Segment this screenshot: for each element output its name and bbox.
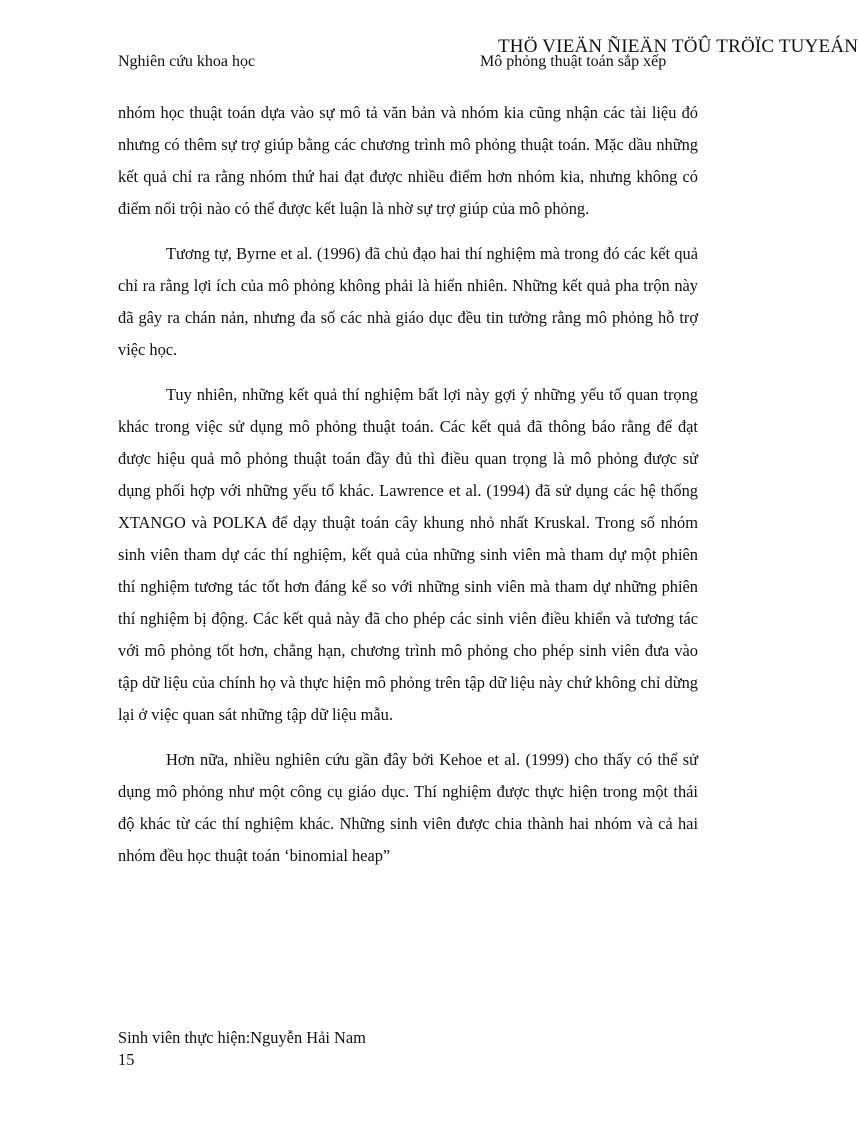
page-header: [118, 53, 698, 75]
paragraph-4: Hơn nữa, nhiều nghiên cứu gần đây bởi Kehoe et al. (1999) cho thấy có thể sử dụng mô phỏng như một công cụ giáo dục. Thí nghiệm được thực hiện trong một thái độ khác từ các thí nghiệm khác. Những sinh viên được chia thành hai nhóm và cả hai nhóm đều học thuật toán ‘binomial heap”: [118, 750, 698, 865]
body-text: [118, 97, 698, 885]
header-left-title: Nghiên cứu khoa học: [118, 53, 256, 70]
header-right-title: Mô phỏng thuật toán sắp xếp: [480, 53, 667, 70]
library-watermark: THÖ VIEÄN ÑIEÄN TÖÛ TRÖÏC TUYEÁN: [498, 36, 858, 57]
footer-author: Sinh viên thực hiện:Nguyễn Hải Nam: [118, 1028, 366, 1047]
paragraph-2: Tương tự, Byrne et al. (1996) đã chủ đạo hai thí nghiệm mà trong đó các kết quả chỉ ra rằng lợi ích của mô phỏng không phải là hiển nhiên. Những kết quả pha trộn này đã gây ra chán nản, nhưng đa số các nhà giáo dục đều tin tưởng rằng mô phỏng hỗ trợ việc học.: [118, 244, 698, 359]
page-footer: [118, 1027, 366, 1071]
page-number: 15: [118, 1050, 135, 1069]
paragraph-1: nhóm học thuật toán dựa vào sự mô tả văn bản và nhóm kia cũng nhận các tài liệu đó nhưng có thêm sự trợ giúp bằng các chương trình mô phỏng thuật toán. Mặc dầu những kết quả chỉ ra rằng nhóm thứ hai đạt được nhiều điểm hơn nhóm kia, nhưng không có điểm nổi trội nào có thể được kết luận là nhờ sự trợ giúp của mô phỏng.: [118, 103, 698, 218]
paragraph-3: Tuy nhiên, những kết quả thí nghiệm bất lợi này gợi ý những yếu tố quan trọng khác trong việc sử dụng mô phỏng thuật toán. Các kết quả đã thông báo rằng để đạt được hiệu quả mô phỏng thuật toán đầy đủ thì điều quan trọng là mô phỏng được sử dụng phối hợp với những yếu tố khác. Lawrence et al. (1994) đã sử dụng các hệ thống XTANGO và POLKA để dạy thuật toán cây khung nhỏ nhất Kruskal. Trong số nhóm sinh viên tham dự các thí nghiệm, kết quả của những sinh viên mà tham dự một phiên thí nghiệm tương tác tốt hơn đáng kể so với những sinh viên mà tham dự những phiên thí nghiệm bị động. Các kết quả này đã cho phép các sinh viên điều khiển và tương tác với mô phỏng tốt hơn, chẳng hạn, chương trình mô phỏng cho phép sinh viên đưa vào tập dữ liệu của chính họ và thực hiện mô phỏng trên tập dữ liệu này chứ không chỉ dừng lại ở việc quan sát những tập dữ liệu mẫu.: [118, 385, 698, 724]
